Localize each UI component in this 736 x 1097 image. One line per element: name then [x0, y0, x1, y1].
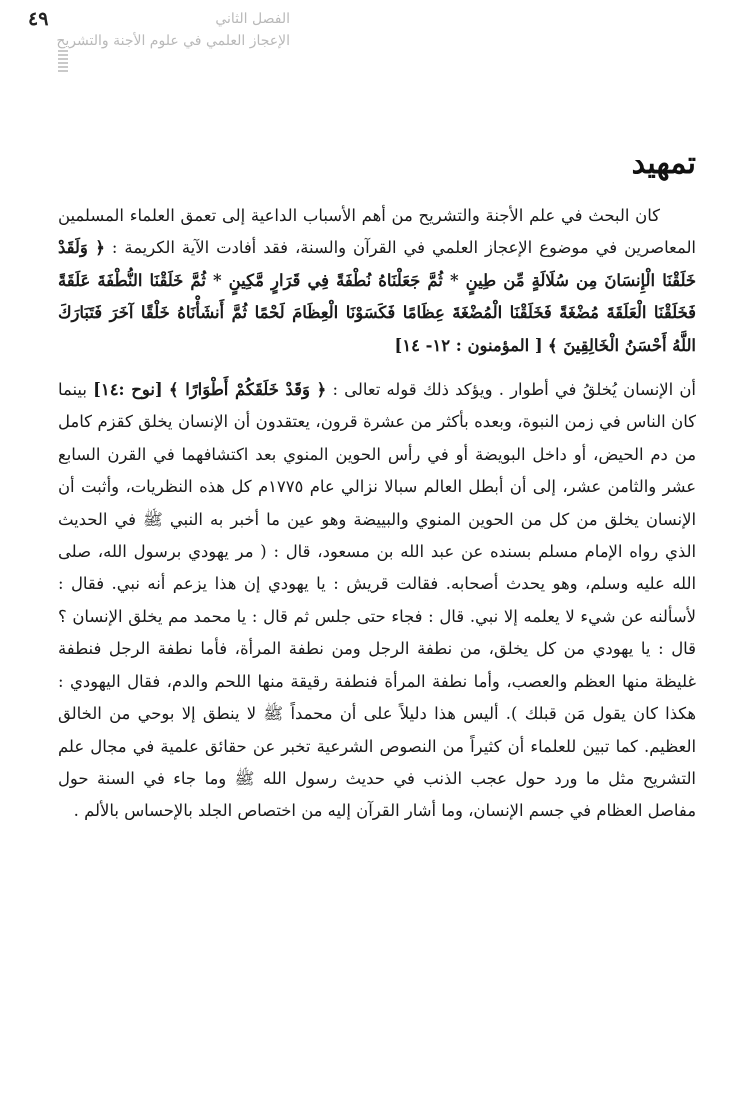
- body-text: [58, 200, 696, 828]
- quran-verse-nuh: ﴿ وَقَدْ خَلَقَكُمْ أَطْوَارًا ﴾: [168, 380, 327, 400]
- section-title: تمهيد: [631, 146, 696, 181]
- quran-verse-muminun: ﴿ وَلَقَدْ خَلَقْنَا الْإِنسَانَ مِن سُلَالَةٍ مِّن طِينٍ * ثُمَّ جَعَلْنَاهُ نُطْفَةً فِي قَرَارٍ مَّكِينٍ * ثُمَّ خَلَقْنَا النُّطْفَةَ عَلَقَةً فَخَلَقْنَا الْعَلَقَةَ مُضْغَةً فَخَلَقْنَا الْمُضْغَةَ عِظَامًا فَكَسَوْنَا الْعِظَامَ لَحْمًا ثُمَّ أَنشَأْنَاهُ خَلْقًا آخَرَ فَتَبَارَكَ اللَّهُ أَحْسَنُ الْخَالِقِينَ ﴾: [58, 238, 696, 355]
- chapter-title: الفصل الثاني: [215, 11, 290, 27]
- paragraph-main-intro: أن الإنسان يُخلقُ في أطوار . ويؤكد ذلك قوله تعالى :: [332, 380, 696, 400]
- chapter-subtitle: الإعجاز العلمي في علوم الأجنة والتشريح: [56, 33, 290, 49]
- verse-reference-muminun: [ المؤمنون : ١٢- ١٤]: [394, 335, 543, 355]
- page-number: ٤٩: [28, 8, 49, 30]
- paragraph-main: [58, 374, 696, 828]
- header-ornament: [58, 50, 68, 72]
- verse-reference-nuh: [نوح :١٤]: [93, 380, 163, 400]
- paragraph-intro: [58, 200, 696, 362]
- paragraph-intro-text: كان البحث في علم الأجنة والتشريح من أهم الأسباب الداعية إلى تعمق العلماء المسلمين المعاصرين في موضوع الإعجاز العلمي في القرآن والسنة، فقد أفادت الآية الكريمة :: [58, 206, 696, 258]
- running-header: [56, 8, 290, 52]
- paragraph-main-body: بينما كان الناس في زمن النبوة، وبعده بأكثر من عشرة قرون، يعتقدون أن الإنسان يخلق كقزم كامل من دم الحيض، أو داخل البويضة أو في رأس الحوين المنوي بعد اكتشافهما في القرن السابع عشر والثامن عشر، إلى أن أبطل العالم سبالا نزالي عام ١٧٧٥م كل هذه النظريات، وأثبت أن الإنسان يخلق من كل من الحوين المنوي والبييضة وهو عين ما أخبر به النبي ﷺ في الحديث الذي رواه الإمام مسلم بسنده عن عبد الله بن مسعود، قال : ( مر يهودي برسول الله، صلى الله عليه وسلم، وهو يحدث أصحابه. فقالت قريش : يا يهودي إن هذا يزعم أنه نبي. فقال : لأسألنه عن شيء لا يعلمه إلا نبي. قال : فجاء حتى جلس ثم قال : يا محمد مم يخلق الإنسان ؟ قال : يا يهودي من كل يخلق، من نطفة الرجل ومن نطفة المرأة، فأما نطفة الرجل فنطفة غليظة منها العظم والعصب، وأما نطفة المرأة فنطفة رقيقة منها اللحم والدم، فقال اليهودي : هكذا كان يقول مَن قبلك ). أليس هذا دليلاً على أن محمداً ﷺ لا ينطق إلا بوحي من الخالق العظيم. كما تبين للعلماء أن كثيراً من النصوص الشرعية تخبر عن حقائق علمية في مجال علم التشريح مثل ما ورد حول عجب الذنب في حديث رسول الله ﷺ وما جاء في السنة حول مفاصل العظام في جسم الإنسان، وما أشار القرآن إليه من اختصاص الجلد بالإحساس بالألم .: [58, 380, 697, 821]
